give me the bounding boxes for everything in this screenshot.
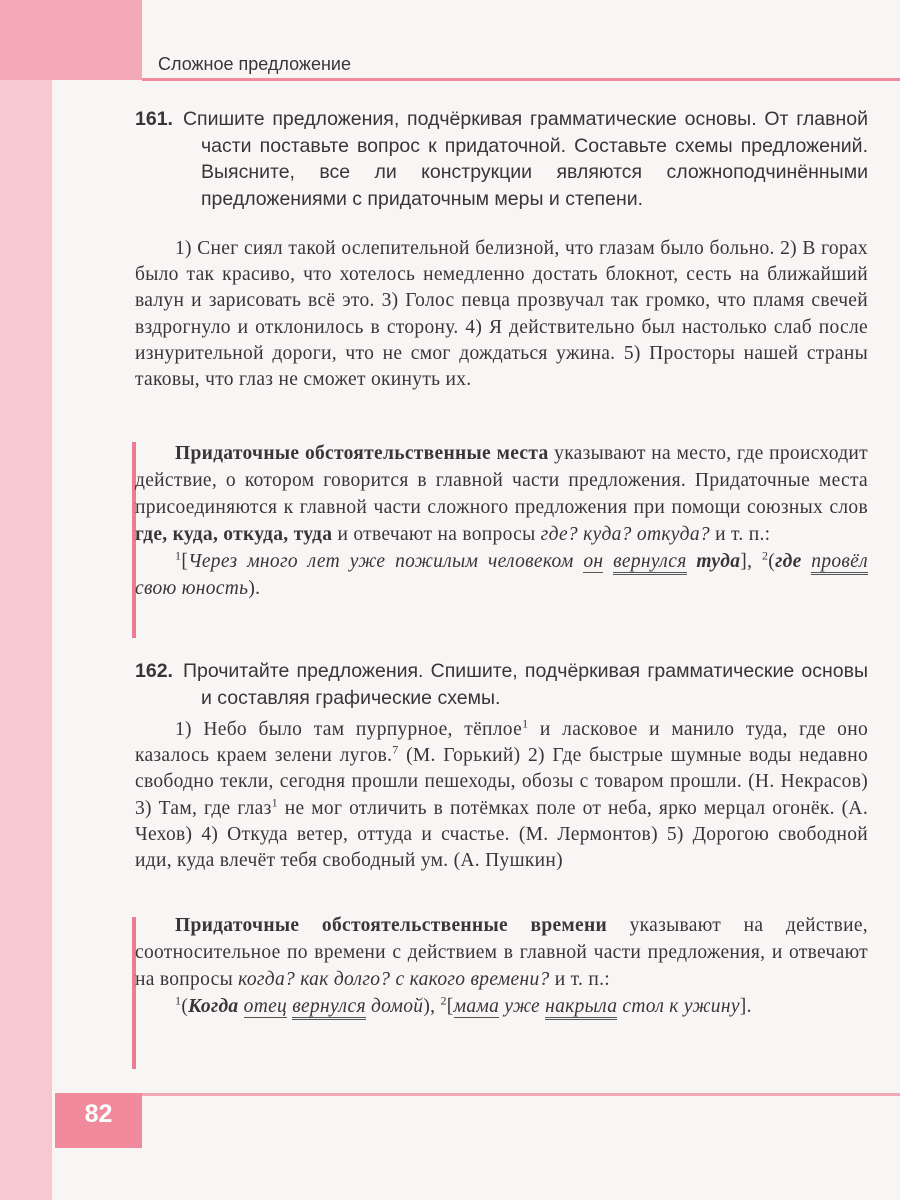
text-segment: Через много лет уже пожилым человеком: [188, 551, 584, 572]
exercise-number: 162.: [135, 660, 173, 682]
exercise-161-task: [135, 106, 868, 212]
text-segment: Когда: [188, 996, 239, 1017]
underlined-word: накрыла: [545, 996, 617, 1020]
underlined-word: отец: [243, 996, 288, 1017]
footer-rule: [142, 1093, 900, 1096]
text-segment: [802, 551, 812, 572]
text-segment: ),: [423, 996, 441, 1017]
text-segment: стол к ужину: [617, 996, 740, 1017]
text-segment: не мог отличить в потёмках поле от неба, ярко мерцал огонёк. (А. Чехов) 4) Откуда ветер, оттуда и счастье. (М. Лермонтов) 5) Дорогою свободной иди, куда влечёт тебя свободный ум. (А. Пушкин): [135, 797, 868, 872]
text-segment: где? куда? откуда?: [540, 524, 710, 545]
text-segment: [687, 551, 697, 572]
text-segment: 1) Небо было там пурпурное, тёплое: [175, 719, 523, 740]
rule-definition: [135, 440, 868, 548]
text-segment: и т. п.:: [709, 524, 771, 545]
rule-example: [135, 993, 868, 1020]
text-segment: [: [181, 551, 189, 572]
text-segment: указывают на место, где происходит действие, о котором говорится в главной части предложения. Придаточные места присоединяются к главной части сложного предложения при помощи союзных слов: [135, 443, 868, 518]
underlined-word: провёл: [811, 551, 868, 575]
page-margin-strip: [0, 0, 52, 1200]
footnote-marker: 1: [175, 993, 182, 1008]
text-segment: и т. п.:: [549, 969, 610, 990]
text-segment: и ласковое и манило туда, где оно казалось краем зелени лугов.: [135, 719, 869, 767]
text-segment: и отвечают на вопросы: [332, 524, 541, 545]
rule-definition: [135, 912, 868, 993]
text-segment: (: [768, 551, 776, 572]
text-segment: 1) Снег сиял такой ослепительной белизной, что глазам было больно. 2) В горах было так красиво, что хотелось немедленно достать блокнот, сесть на ближайший валун и зарисовать всё это. 3) Голос певца прозвучал так громко, что пламя свечей вздрогнуло и отклонилось в сторону. 4) Я действительно был настолько слаб после изнурительной дороги, что не смог дождаться ужина. 5) Просторы нашей страны таковы, что глаз не сможет окинуть их.: [135, 238, 868, 391]
exercise-161-sentences: [135, 236, 868, 393]
footnote-marker: 1: [522, 716, 529, 731]
text-segment: свою юность: [135, 578, 249, 599]
text-segment: [603, 551, 613, 572]
underlined-word: мама: [453, 996, 500, 1017]
text-segment: Придаточные обстоятельственные времени: [175, 915, 608, 936]
underlined-word: вернулся: [292, 996, 366, 1020]
rule-example: [135, 548, 868, 602]
text-segment: (М. Горький) 2) Где быстрые шумные воды недавно свободно текли, сегодня прошли пешеходы, обозы с товаром прошли. (Н. Некрасов) 3) Там, где глаз: [135, 745, 868, 819]
text-segment: ).: [248, 578, 261, 599]
task-text: Спишите предложения, подчёркивая грамматические основы. От главной части поставьте вопрос к придаточной. Составьте схемы предложений. Выясните, все ли конструкции являются сложноподчинёнными предложениями с придаточным меры и степени.: [182, 108, 868, 210]
footnote-marker: 2: [761, 548, 769, 563]
header-rule: [142, 78, 900, 81]
footnote-marker: 2: [440, 993, 447, 1008]
underlined-word: вернулся: [613, 551, 687, 575]
rule-place-clauses: [135, 440, 868, 602]
footnote-marker: 1: [175, 548, 182, 563]
text-segment: [: [446, 996, 454, 1017]
text-segment: где: [775, 551, 802, 572]
text-segment: домой: [365, 996, 424, 1017]
running-title: Сложное предложение: [158, 54, 351, 74]
text-segment: указывают на действие, соотносительное по времени с действием в главной части предложения, и отвечают на вопросы: [135, 915, 868, 990]
text-segment: уже: [499, 996, 546, 1017]
header-color-block: [0, 0, 142, 80]
footnote-marker: 7: [392, 742, 399, 757]
text-segment: ].: [739, 996, 752, 1017]
text-segment: [238, 996, 243, 1017]
rule-time-clauses: [135, 912, 868, 1020]
text-segment: где, куда, откуда, туда: [135, 524, 333, 545]
exercise-162-sentences: [135, 717, 868, 874]
underlined-word: он: [583, 551, 604, 572]
exercise-number: 161.: [135, 108, 173, 130]
text-segment: (: [181, 996, 189, 1017]
text-segment: когда? как долго? с какого времени?: [238, 969, 550, 990]
text-segment: ],: [740, 551, 762, 572]
page-number: 82: [84, 1100, 113, 1128]
text-segment: туда: [696, 551, 741, 572]
exercise-162-task: [135, 658, 868, 711]
footnote-marker: 1: [271, 795, 278, 810]
text-segment: Придаточные обстоятельственные места: [175, 443, 549, 464]
task-text: Прочитайте предложения. Спишите, подчёркивая грамматические основы и составляя графические схемы.: [182, 660, 868, 709]
